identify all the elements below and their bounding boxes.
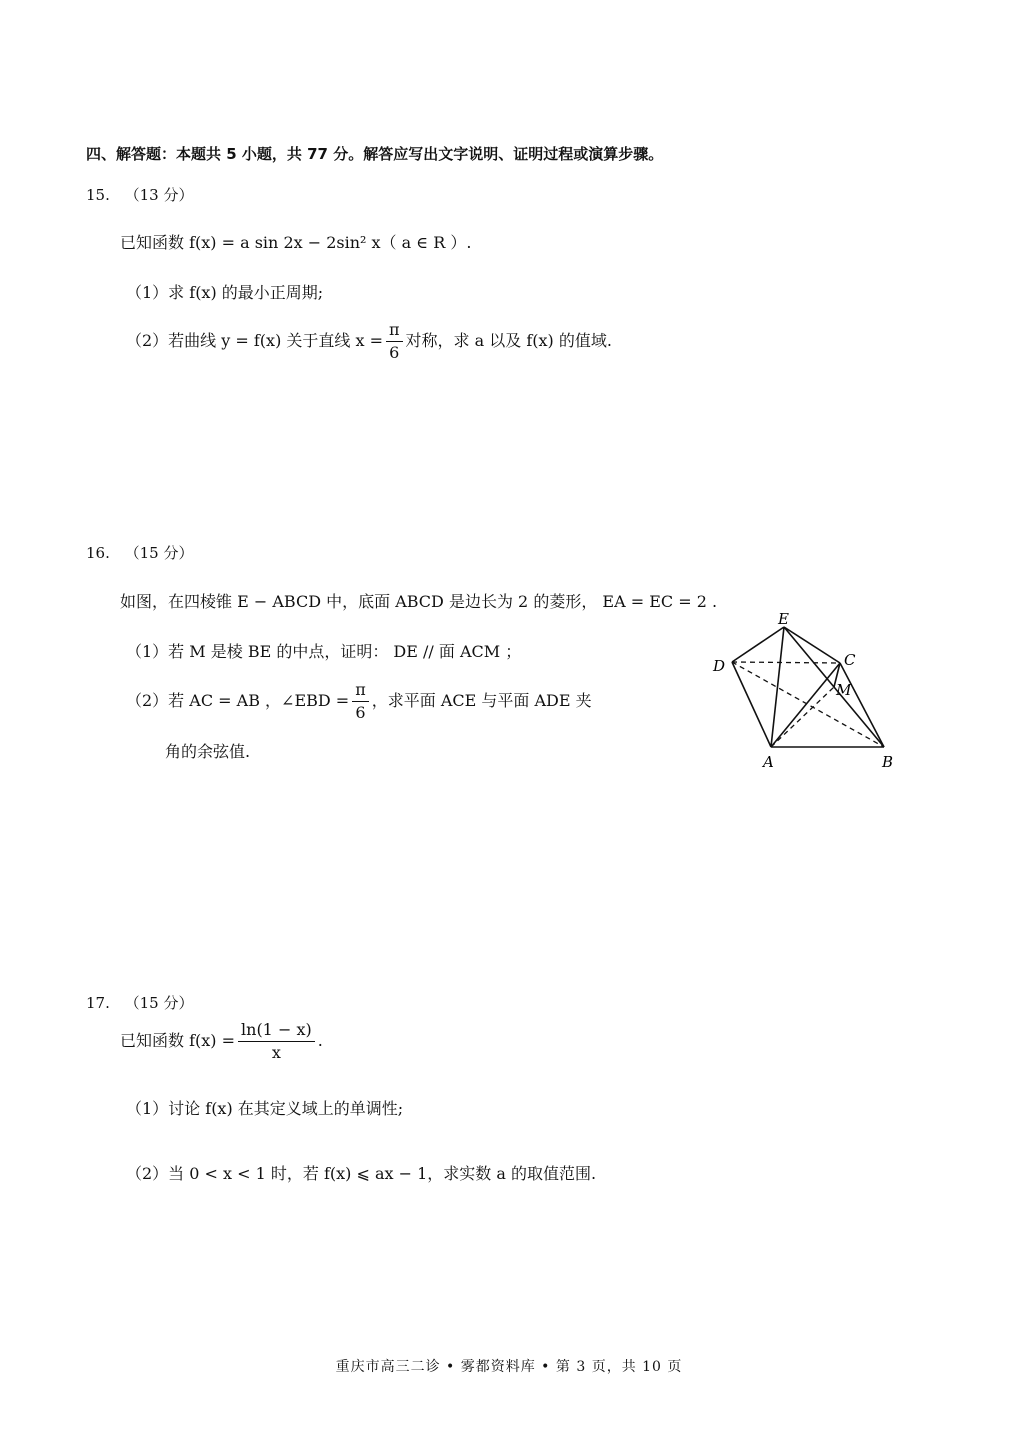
edge-EA [771,627,784,747]
question-16-part-2 [126,680,592,723]
fraction-numerator: ln(1 − x) [238,1020,315,1042]
question-15-header [86,184,194,205]
fraction-pi-over-6 [386,320,403,363]
label-M: M [836,681,852,699]
pyramid-figure [700,610,910,780]
fraction-denominator: x [271,1043,281,1062]
label-A: A [763,753,774,771]
edge-DC-hidden [732,662,840,663]
stem-text-b: . [317,1031,323,1050]
part-2-text-b: 对称，求 a 以及 f(x) 的值域. [405,331,612,350]
question-16-part-1: （1）若 M 是棱 BE 的中点，证明： DE // 面 ACM ； [126,642,522,661]
edge-ED [732,627,784,662]
fraction-ln-over-x [238,1020,315,1063]
segment-AM-hidden [771,687,834,747]
part-2-text-a: （2）若曲线 y = f(x) 关于直线 x = [126,331,384,350]
question-16-part-2-continued: 角的余弦值. [165,742,251,761]
question-16-stem: 如图，在四棱锥 E − ABCD 中，底面 ABCD 是边长为 2 的菱形， EA = EC = 2 . [120,592,718,611]
question-score: （13 分） [124,186,194,204]
section-heading: 四、解答题：本题共 5 小题，共 77 分。解答应写出文字说明、证明过程或演算步骤。 [86,145,664,163]
fraction-denominator: 6 [389,343,400,362]
question-16-header [86,542,194,563]
question-score: （15 分） [124,544,194,562]
edge-EC [784,627,840,663]
fraction-denominator: 6 [355,703,366,722]
question-number: 17. [86,994,110,1012]
label-C: C [844,651,856,669]
part-2-text-a: （2）若 AC = AB ，∠EBD = [126,691,350,710]
edge-DA [732,662,771,747]
part-2-text-b: ，求平面 ACE 与平面 ADE 夹 [371,691,592,710]
question-15-part-2 [126,320,612,363]
fraction-pi-over-6 [352,680,369,723]
page-footer: 重庆市高三二诊 • 雾都资料库 • 第 3 页，共 10 页 [335,1359,683,1375]
label-D: D [713,657,726,675]
question-number: 16. [86,544,110,562]
fraction-numerator: π [386,320,403,342]
question-17-part-1: （1）讨论 f(x) 在其定义域上的单调性; [126,1099,404,1118]
label-E: E [778,610,789,628]
question-17-header [86,992,194,1013]
question-17-part-2: （2）当 0 < x < 1 时，若 f(x) ⩽ ax − 1，求实数 a 的取值范围. [126,1164,597,1183]
fraction-numerator: π [352,680,369,702]
question-17-stem [120,1020,323,1063]
question-score: （15 分） [124,994,194,1012]
stem-text-a: 已知函数 f(x) = [120,1031,236,1050]
question-number: 15. [86,186,110,204]
question-15-part-1: （1）求 f(x) 的最小正周期; [126,283,324,302]
edge-AC [771,663,840,747]
label-B: B [882,753,894,771]
question-15-stem: 已知函数 f(x) = a sin 2x − 2sin² x（ a ∈ R ）. [120,233,472,252]
